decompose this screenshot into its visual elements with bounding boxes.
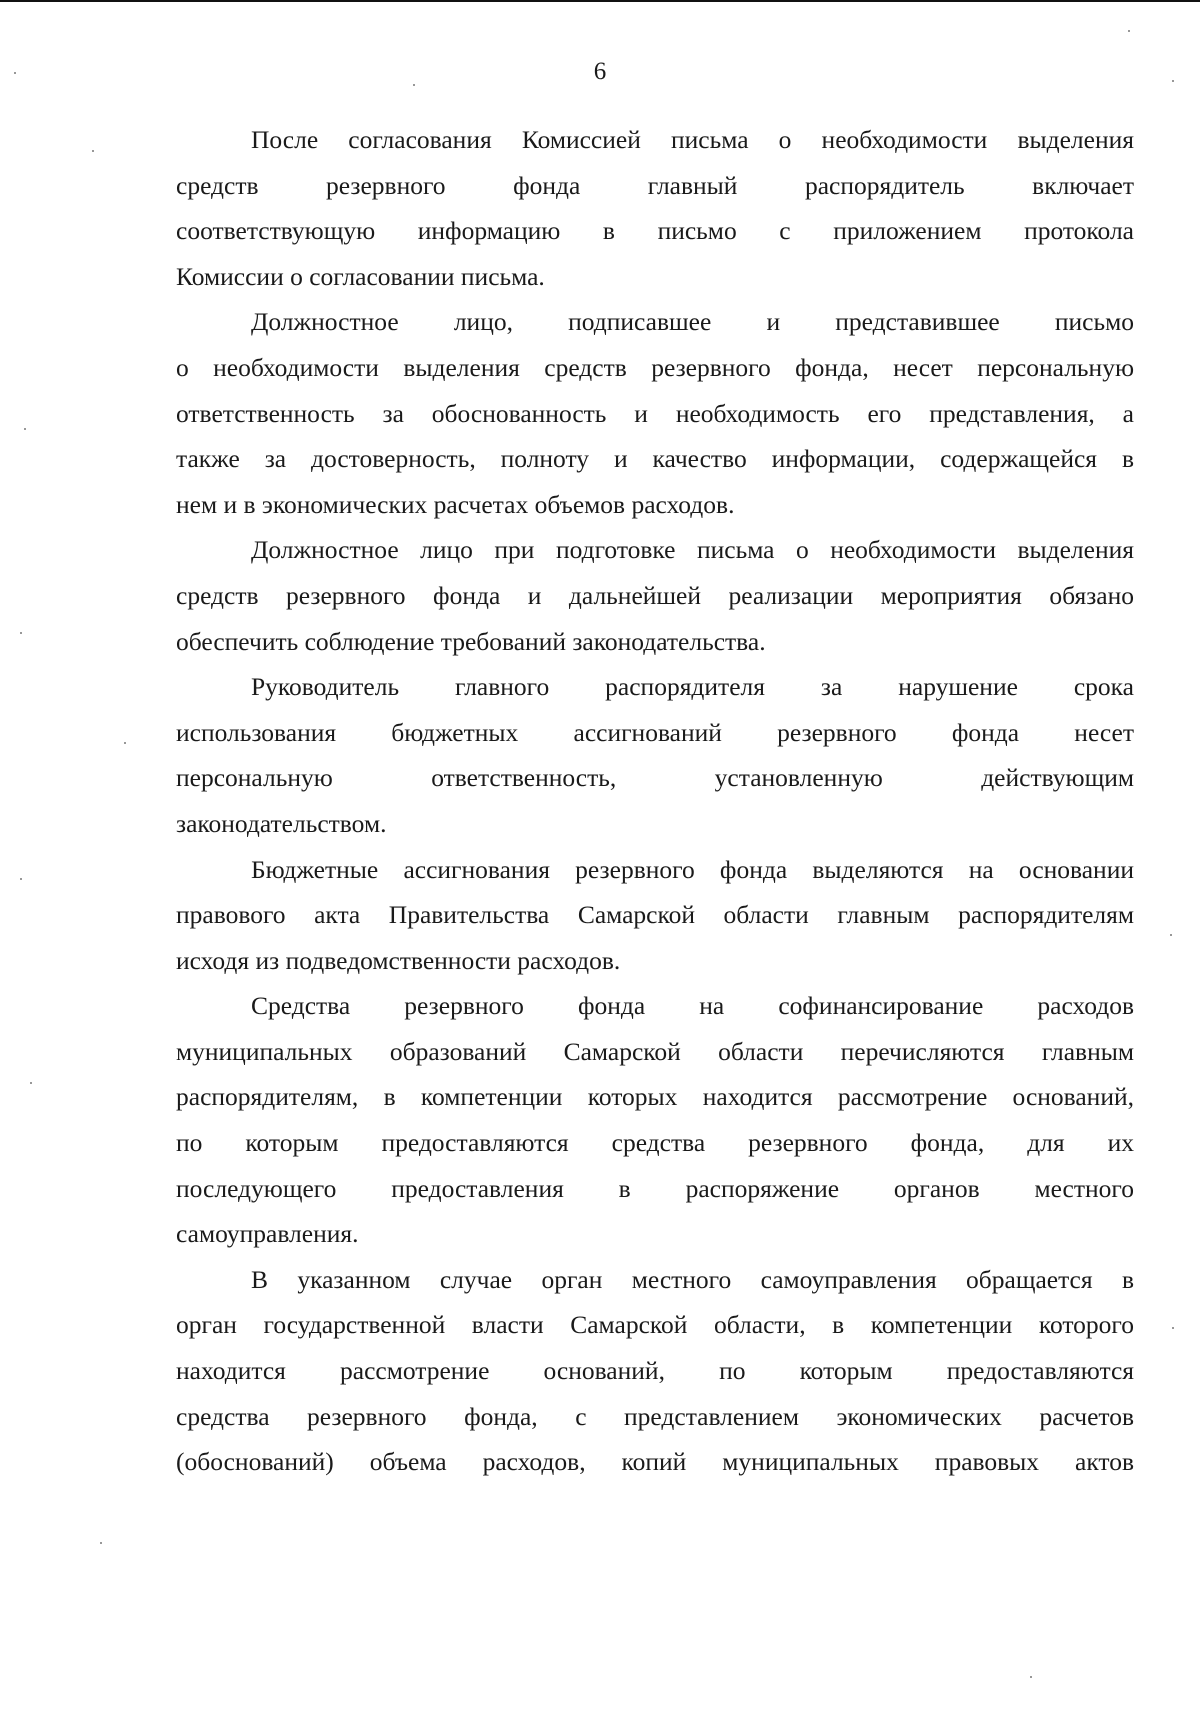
paragraph-line: также за достоверность, полноту и качество информации, содержащейся в [176,444,1134,474]
paragraph-line: находится рассмотрение оснований, по которым предоставляются [176,1356,1134,1386]
paragraph-line: Средства резервного фонда на софинансирование расходов [251,991,1134,1021]
paragraph-line: обеспечить соблюдение требований законодательства. [176,626,766,656]
paragraph-line: Руководитель главного распорядителя за нарушение срока [251,672,1134,702]
document-body [176,117,1134,1485]
paragraph-line: орган государственной власти Самарской области, в компетенции которого [176,1310,1134,1340]
scan-speck [20,632,22,634]
paragraph-7 [176,1257,1134,1485]
scan-speck [1030,1676,1032,1678]
paragraph-line: нем и в экономических расчетах объемов расходов. [176,489,735,519]
paragraph-line: Бюджетные ассигнования резервного фонда выделяются на основании [251,854,1134,884]
paragraph-line: самоуправления. [176,1219,359,1249]
paragraph-line: средств резервного фонда главный распорядитель включает [176,170,1134,200]
page-number: 6 [593,58,607,85]
paragraph-5 [176,847,1134,984]
paragraph-line: последующего предоставления в распоряжение органов местного [176,1173,1134,1203]
paragraph-line: законодательством. [176,808,387,838]
paragraph-line: исходя из подведомственности расходов. [176,945,621,975]
scan-speck [1170,934,1172,936]
scan-speck [1172,80,1174,82]
paragraph-line: (обоснований) объема расходов, копий муниципальных правовых актов [176,1447,1134,1477]
paragraph-line: соответствующую информацию в письмо с приложением протокола [176,216,1134,246]
scan-speck [92,150,94,152]
paragraph-line: ответственность за обоснованность и необходимость его представления, а [176,398,1134,428]
paragraph-6 [176,983,1134,1257]
paragraph-line: средства резервного фонда, с представлением экономических расчетов [176,1401,1134,1431]
paragraph-line: Должностное лицо при подготовке письма о необходимости выделения [251,535,1134,565]
scan-speck [413,84,415,86]
scan-speck [14,72,16,74]
scan-speck [20,878,22,880]
scan-speck [1128,30,1130,32]
paragraph-line: В указанном случае орган местного самоуправления обращается в [251,1264,1134,1294]
paragraph-line: использования бюджетных ассигнований резервного фонда несет [176,717,1134,747]
paragraph-line: Должностное лицо, подписавшее и представившее письмо [251,307,1134,337]
paragraph-3 [176,527,1134,664]
paragraph-4 [176,664,1134,846]
paragraph-line: Комиссии о согласовании письма. [176,261,545,291]
scan-speck [1172,1327,1174,1329]
page-top-edge [0,0,1200,2]
paragraph-line: муниципальных образований Самарской области перечисляются главным [176,1036,1134,1066]
paragraph-line: о необходимости выделения средств резервного фонда, несет персональную [176,352,1134,382]
scan-speck [100,1542,102,1544]
scan-speck [124,742,126,744]
scan-speck [30,1082,32,1084]
paragraph-2 [176,299,1134,527]
paragraph-line: После согласования Комиссией письма о необходимости выделения [251,125,1134,154]
paragraph-1 [176,117,1134,299]
paragraph-line: средств резервного фонда и дальнейшей реализации мероприятия обязано [176,580,1134,610]
paragraph-line: правового акта Правительства Самарской области главным распорядителям [176,900,1134,930]
paragraph-line: по которым предоставляются средства резервного фонда, для их [176,1128,1134,1158]
scan-speck [24,428,26,430]
paragraph-line: персональную ответственность, установленную действующим [176,763,1134,793]
paragraph-line: распорядителям, в компетенции которых находится рассмотрение оснований, [176,1082,1134,1112]
